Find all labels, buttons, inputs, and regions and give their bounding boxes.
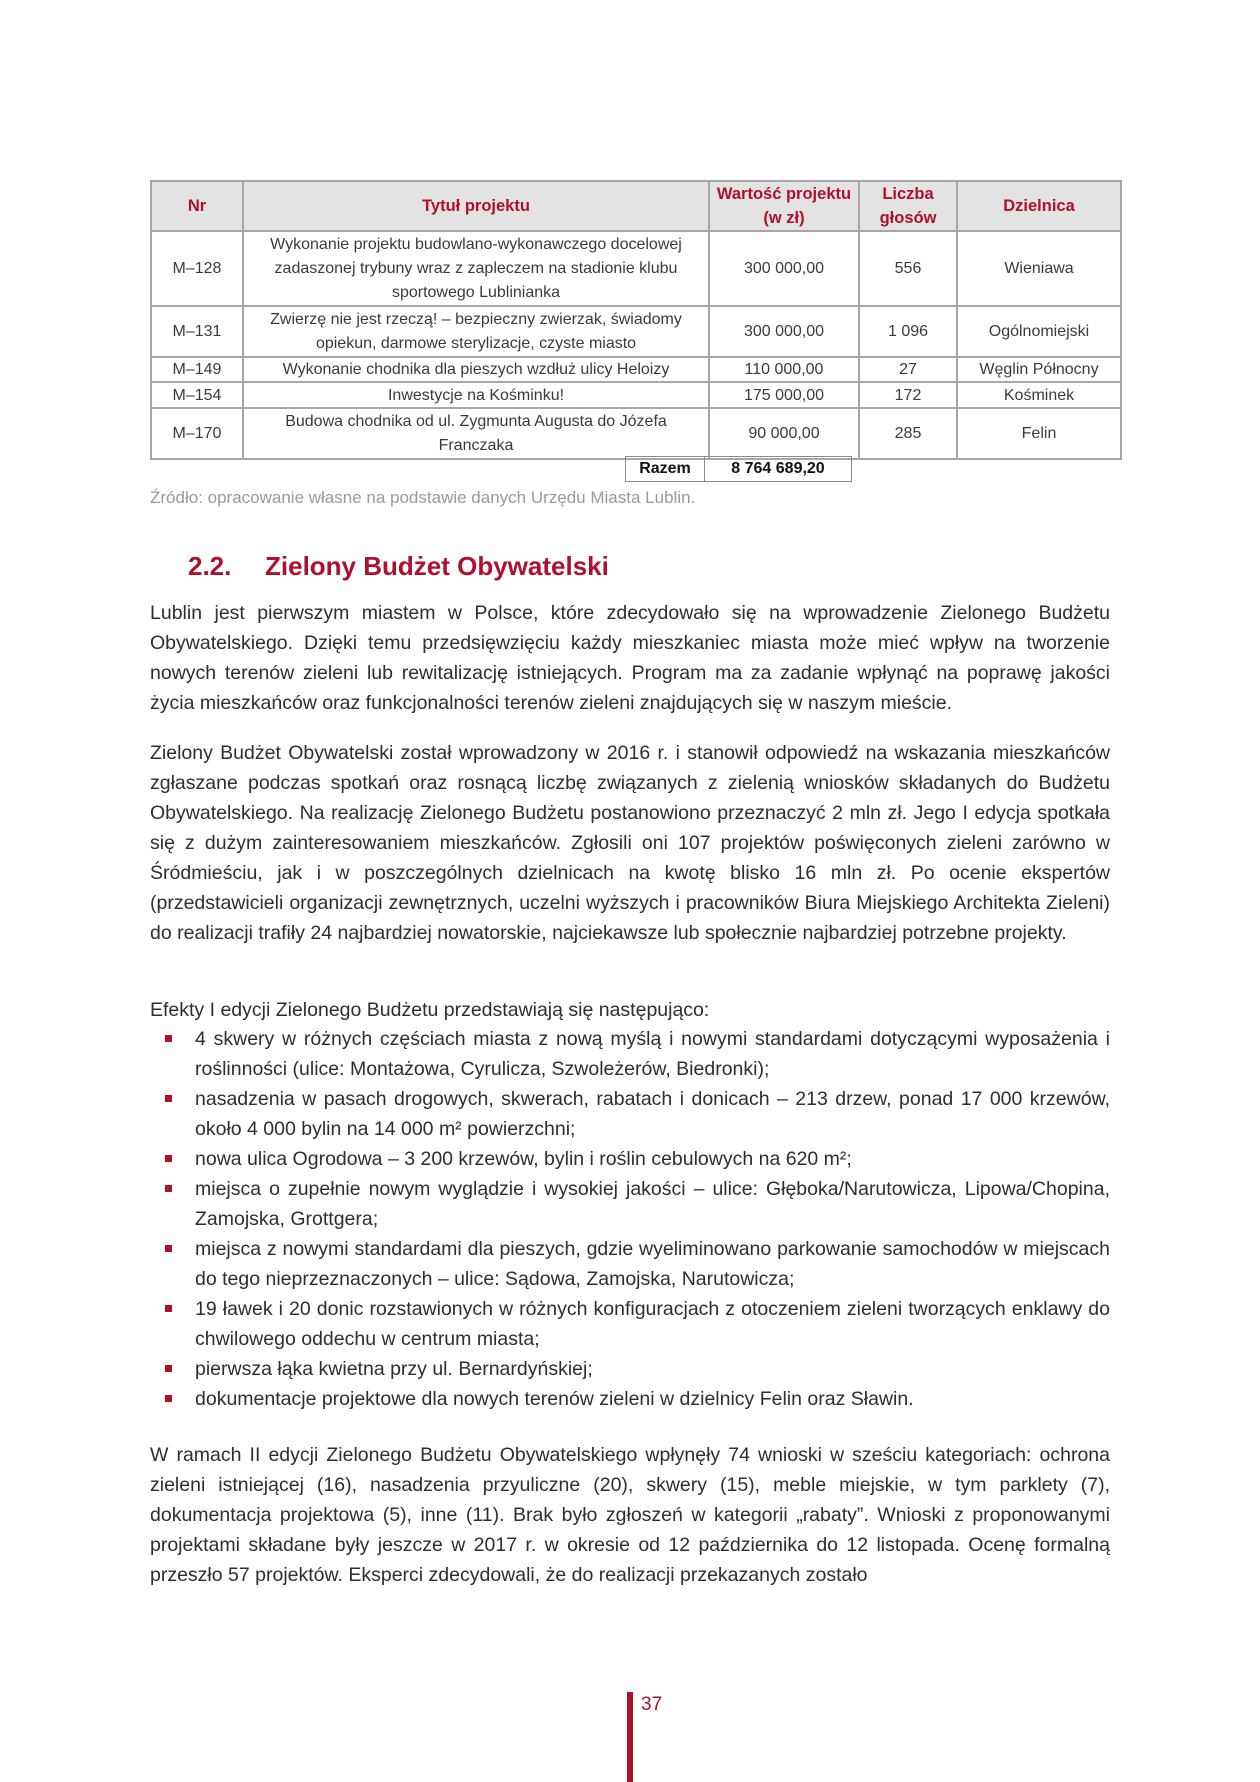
- table-row: [151, 357, 1121, 382]
- list-item: miejsca o zupełnie nowym wyglądzie i wysokiej jakości – ulice: Głęboka/Narutowicza, Lipowa/Chopina, Zamojska, Grottgera;: [150, 1174, 1110, 1234]
- cell-value: 300 000,00: [709, 306, 859, 357]
- cell-district: Ogólnomiejski: [957, 306, 1121, 357]
- total-label: Razem: [626, 457, 705, 482]
- cell-nr: M–149: [151, 357, 243, 382]
- table-header-row: [151, 181, 1121, 231]
- cell-district: Wieniawa: [957, 231, 1121, 306]
- header-district: Dzielnica: [957, 181, 1121, 231]
- cell-title: Zwierzę nie jest rzeczą! – bezpieczny zwierzak, świadomy opiekun, darmowe sterylizacje, czyste miasto: [243, 306, 709, 357]
- list-item: dokumentacje projektowe dla nowych terenów zieleni w dzielnicy Felin oraz Sławin.: [150, 1384, 1110, 1414]
- bullet-square-icon: [165, 1095, 172, 1102]
- bullet-square-icon: [165, 1185, 172, 1192]
- list-item: 4 skwery w różnych częściach miasta z nową myślą i nowymi standardami dotyczącymi wyposażenia i roślinności (ulice: Montażowa, Cyrulicza, Szwoleżerów, Biedronki);: [150, 1024, 1110, 1084]
- list-item: nowa ulica Ogrodowa – 3 200 krzewów, bylin i roślin cebulowych na 620 m²;: [150, 1144, 1110, 1174]
- paragraph-second-edition: W ramach II edycji Zielonego Budżetu Obywatelskiego wpłynęły 74 wnioski w sześciu kategoriach: ochrona zieleni istniejącej (16), nasadzenia przyuliczne (20), skwery (15), meble miejskie, w tym parklety (7), dokumentacja projektowa (5), inne (11). Brak było zgłoszeń w kategorii „rabaty”. Wnioski z proponowanymi projektami składane były jeszcze w 2017 r. w okresie od 12 października do 12 listopada. Ocenę formalną przeszło 57 projektów. Eksperci zdecydowali, że do realizacji przekazanych zostało: [150, 1444, 1110, 1586]
- cell-votes: 172: [859, 382, 957, 408]
- page-number: 37: [641, 1694, 663, 1715]
- cell-votes: 556: [859, 231, 957, 306]
- cell-value: 110 000,00: [709, 357, 859, 382]
- cell-value: 90 000,00: [709, 408, 859, 459]
- table-row: [151, 231, 1121, 306]
- list-item: 19 ławek i 20 donic rozstawionych w różnych konfiguracjach z otoczeniem zieleni tworzących enklawy do chwilowego oddechu w centrum miasta;: [150, 1294, 1110, 1354]
- header-nr: Nr: [151, 181, 243, 231]
- cell-votes: 285: [859, 408, 957, 459]
- total-value: 8 764 689,20: [705, 457, 852, 482]
- section-heading: [188, 551, 609, 582]
- cell-value: 300 000,00: [709, 231, 859, 306]
- cell-nr: M–170: [151, 408, 243, 459]
- cell-votes: 1 096: [859, 306, 957, 357]
- table-row: [151, 382, 1121, 408]
- bullet-square-icon: [165, 1305, 172, 1312]
- header-title: Tytuł projektu: [243, 181, 709, 231]
- bullet-square-icon: [165, 1155, 172, 1162]
- cell-title: Budowa chodnika od ul. Zygmunta Augusta do Józefa Franczaka: [243, 408, 709, 459]
- cell-title: Wykonanie projektu budowlano-wykonawczego docelowej zadaszonej trybuny wraz z zapleczem na stadionie klubu sportowego Lublinianka: [243, 231, 709, 306]
- bullet-square-icon: [165, 1245, 172, 1252]
- cell-votes: 27: [859, 357, 957, 382]
- bullet-square-icon: [165, 1035, 172, 1042]
- cell-value: 175 000,00: [709, 382, 859, 408]
- cell-nr: M–131: [151, 306, 243, 357]
- bullet-square-icon: [165, 1365, 172, 1372]
- table-row: [151, 306, 1121, 357]
- list-item: pierwsza łąka kwietna przy ul. Bernardyńskiej;: [150, 1354, 1110, 1384]
- total-row: [625, 456, 852, 482]
- bullet-square-icon: [165, 1395, 172, 1402]
- list-item: nasadzenia w pasach drogowych, skwerach, rabatach i donicach – 213 drzew, ponad 17 000 krzewów, około 4 000 bylin na 14 000 m² powierzchni;: [150, 1084, 1110, 1144]
- list-item: miejsca z nowymi standardami dla pieszych, gdzie wyeliminowano parkowanie samochodów w miejscach do tego nieprzeznaczonych – ulice: Sądowa, Zamojska, Narutowicza;: [150, 1234, 1110, 1294]
- cell-nr: M–128: [151, 231, 243, 306]
- paragraph-history: Zielony Budżet Obywatelski został wprowadzony w 2016 r. i stanowił odpowiedź na wskazania mieszkańców zgłaszane podczas spotkań oraz rosnącą liczbę związanych z zielenią wniosków składanych do Budżetu Obywatelskiego. Na realizację Zielonego Budżetu postanowiono przeznaczyć 2 mln zł. Jego I edycja spotkała się z dużym zainteresowaniem mieszkańców. Zgłosili oni 107 projektów poświęconych zieleni zarówno w Śródmieściu, jak i w poszczególnych dzielnicach na kwotę blisko 16 mln zł. Po ocenie ekspertów (przedstawicieli organizacji zewnętrznych, uczelni wyższych i pracowników Biura Miejskiego Architekta Zieleni) do realizacji trafiły 24 najbardziej nowatorskie, najciekawsze lub społecznie najbardziej potrzebne projekty.: [150, 742, 1110, 944]
- section-number: 2.2.: [188, 551, 232, 581]
- effects-list: [150, 1024, 1110, 1414]
- cell-district: Felin: [957, 408, 1121, 459]
- cell-title: Wykonanie chodnika dla pieszych wzdłuż ulicy Heloizy: [243, 357, 709, 382]
- source-note: Źródło: opracowanie własne na podstawie danych Urzędu Miasta Lublin.: [150, 488, 696, 507]
- header-votes: Liczba głosów: [859, 181, 957, 231]
- paragraph-intro: Lublin jest pierwszym miastem w Polsce, które zdecydowało się na wprowadzenie Zielonego Budżetu Obywatelskiego. Dzięki temu przedsięwzięciu każdy mieszkaniec miasta może mieć wpływ na tworzenie nowych terenów zieleni lub rewitalizację istniejących. Program ma za zadanie wpłynąć na poprawę jakości życia mieszkańców oraz funkcjonalności terenów zieleni znajdujących się w naszym mieście.: [150, 602, 1110, 714]
- header-value: Wartość projektu (w zł): [709, 181, 859, 231]
- projects-table: [150, 180, 1122, 460]
- footer-accent-bar: [627, 1692, 633, 1782]
- cell-district: Węglin Północny: [957, 357, 1121, 382]
- table-row: [151, 408, 1121, 459]
- cell-title: Inwestycje na Kośminku!: [243, 382, 709, 408]
- cell-nr: M–154: [151, 382, 243, 408]
- cell-district: Kośminek: [957, 382, 1121, 408]
- paragraph-effects-intro: Efekty I edycji Zielonego Budżetu przedstawiają się następująco:: [150, 999, 710, 1021]
- section-title: Zielony Budżet Obywatelski: [265, 551, 609, 581]
